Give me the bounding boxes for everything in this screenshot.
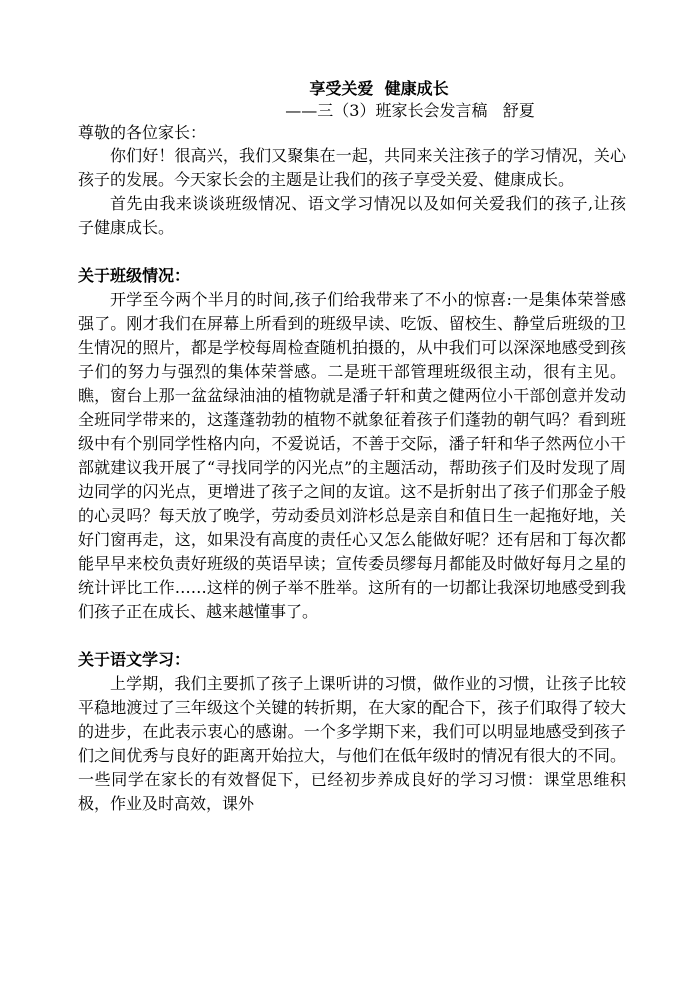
- intro-paragraph: 你们好！很高兴，我们又聚集在一起，共同来关注孩子的学习情况，关心孩子的发展。今天家长会的主题是让我们的孩子享受关爱、健康成长。: [78, 146, 626, 189]
- section-heading-class-situation: 关于班级情况：: [78, 266, 191, 285]
- document-subtitle: ——三（3）班家长会发言稿 舒夏: [285, 101, 535, 120]
- paragraph-spacer: [78, 624, 626, 648]
- section-paragraph-chinese-learning: 上学期，我们主要抓了孩子上课听讲的习惯，做作业的习惯，让孩子比较平稳地渡过了三年级这个关键的转折期，在大家的配合下，孩子们取得了较大的进步，在此表示衷心的感谢。一个多学期下来，我们可以明显地感受到孩子们之间优秀与良好的距离开始拉大，与他们在低年级时的情况有很大的不同。一些同学在家长的有效督促下，已经初步养成良好的学习习惯：课堂思维积极，作业及时高效，课外: [78, 674, 626, 813]
- section-paragraph-class-situation: 开学至今两个半月的时间,孩子们给我带来了不小的惊喜:一是集体荣誉感强了。刚才我们在屏幕上所看到的班级早读、吃饭、留校生、静堂后班级的卫生情况的照片，都是学校每周检查随机拍摄的，从中我们可以深深地感受到孩子们的努力与强烈的集体荣誉感。二是班干部管理班级很主动，很有主见。瞧，窗台上那一盆盆绿油油的植物就是潘子轩和黄之健两位小干部创意并发动全班同学带来的，这蓬蓬勃勃的植物不就象征着孩子们蓬勃的朝气吗？看到班级中有个别同学性格内向，不爱说话，不善于交际，潘子轩和华子然两位小干部就建议我开展了“寻找同学的闪光点”的主题活动，帮助孩子们及时发现了周边同学的闪光点，更增进了孩子之间的友谊。这不是折射出了孩子们那金子般的心灵吗？每天放了晚学，劳动委员刘浒杉总是亲自和值日生一起拖好地，关好门窗再走，这，如果没有高度的责任心又怎么能做好呢？还有居和丁每次都能早早来校负责好班级的英语早读；宣传委员缪每月都能及时做好每月之星的统计评比工作……这样的例子举不胜举。这所有的一切都让我深切地感受到我们孩子正在成长、越来越懂事了。: [78, 290, 626, 621]
- document-title: 享受关爱 健康成长: [309, 79, 449, 98]
- section-heading-chinese-learning: 关于语文学习：: [78, 650, 191, 669]
- intro-paragraph: 首先由我来谈谈班级情况、语文学习情况以及如何关爱我们的孩子,让孩子健康成长。: [78, 194, 626, 237]
- paragraph-spacer: [78, 240, 626, 264]
- document-body: [78, 78, 626, 816]
- salutation: 尊敬的各位家长：: [78, 123, 207, 142]
